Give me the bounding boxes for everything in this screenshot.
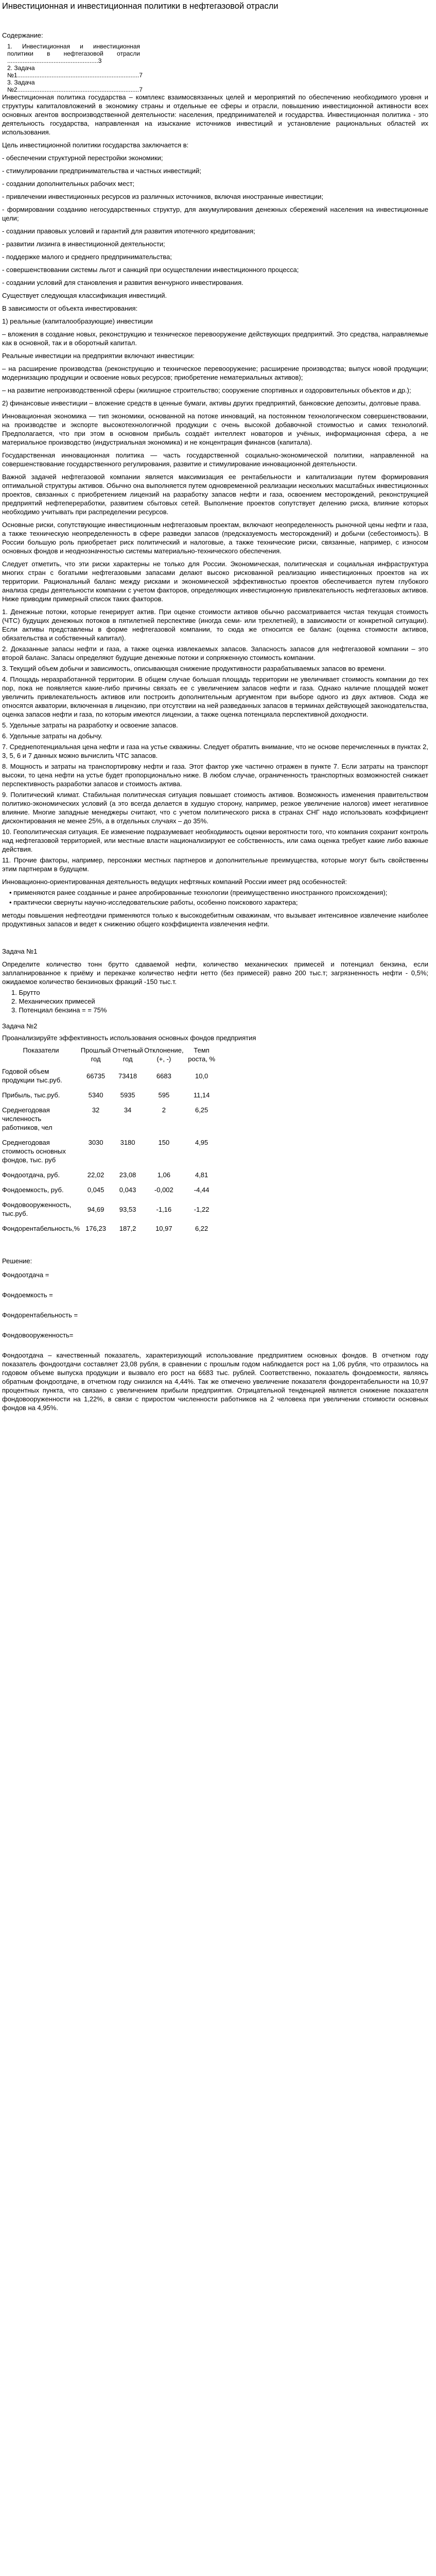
- list-item: - совершенствовании системы льгот и санкций при осуществлении инвестиционного процесса;: [2, 266, 299, 274]
- list-item: - развитии лизинга в инвестиционной деятельности;: [2, 240, 165, 248]
- table-cell: 0,043: [119, 1186, 136, 1194]
- list-item: – на расширение производства (реконструкцию и техническое перевооружение; расширение производства; выпуск новой продукции; модернизацию продукции и освоение новых ресурсов; приобретение нематериальных активов);: [2, 365, 428, 381]
- list-item: 1. Брутто: [11, 989, 40, 996]
- toc-item[interactable]: 3. Задача №2.......................................................................7: [7, 79, 143, 93]
- list-item: 6. Удельные затраты на добычу.: [2, 732, 102, 740]
- table-cell: -1,22: [194, 1205, 210, 1213]
- paragraph: методы повышения нефтеотдачи применяются только к высокодебитным скважинам, что вызывает интенсивное извлечение наиболее продуктивных запасов и ведет к снижению общего коэффициента извлечения нефти.: [2, 911, 428, 928]
- list-item: - создании условий для становления и развития венчурного инвестирования.: [2, 279, 243, 286]
- task2-text: Проанализируйте эффективность использования основных фондов предприятия: [2, 1034, 256, 1042]
- list-item: 2. Механических примесей: [11, 997, 95, 1005]
- list-item: - формировании созданию негосударственных структур, для аккумулирования денежных сбережений населения на инвестиционные цели;: [2, 206, 428, 222]
- table-of-contents: [2, 31, 143, 93]
- toc-item[interactable]: 1. Инвестиционная и инвестиционная политики в нефтегазовой отрасли .....................................................3: [7, 43, 140, 64]
- list-item: • практически свернуты научно-исследовательские работы, особенно поискового характера;: [9, 899, 298, 906]
- table-cell: Фондорентабельность,%: [2, 1225, 80, 1232]
- paragraph: Реальные инвестиции на предприятии включают инвестиции:: [2, 352, 195, 360]
- table-row: [2, 1064, 236, 1088]
- table-cell: [219, 1088, 236, 1103]
- table-cell: Фондовооруженность, тыс.руб.: [2, 1201, 72, 1217]
- list-item: - создании правовых условий и гарантий для развития ипотечного кредитования;: [2, 227, 255, 235]
- table-cell: 4,95: [195, 1139, 208, 1146]
- document-title: Инвестиционная и инвестиционная политики в нефтегазовой отрасли: [2, 2, 278, 11]
- toc-item[interactable]: 2. Задача №1.......................................................................7: [7, 64, 143, 79]
- table-cell: 5340: [88, 1091, 103, 1099]
- table-header-row: [2, 1045, 236, 1064]
- table-cell: Среднегодовая стоимость основных фондов, тыс. руб: [2, 1139, 66, 1164]
- paragraph: Инновационно-ориентированная деятельность ведущих нефтяных компаний России имеет ряд особенностей:: [2, 878, 347, 886]
- table-cell: 73418: [118, 1072, 137, 1080]
- list-item: 10. Геополитическая ситуация. Ее изменение подразумевает необходимость оценки вероятности того, что компания сохранит контроль над нефтегазовой территорией, или местные власти национализируют ее собственность, или сама оценка требует какие либо важные действия.: [2, 828, 428, 853]
- table-cell: 23,08: [119, 1171, 136, 1179]
- toc-label: Содержание:: [2, 31, 43, 39]
- formula-line: Фондоемкость =: [2, 1291, 53, 1299]
- paragraph: 2) финансовые инвестиции – вложение средств в ценные бумаги, активы других предприятий, банковские депозиты, долговые права.: [2, 399, 421, 407]
- list-item: - создании дополнительных рабочих мест;: [2, 180, 135, 188]
- table-cell: [219, 1103, 236, 1135]
- table-cell: 6,25: [195, 1106, 208, 1114]
- table-cell: Годовой объем продукции тыс.руб.: [2, 1067, 62, 1084]
- list-item: 4. Площадь неразработанной территории. В общем случае большая площадь территории не увеличивает стоимость компании до тех пор, пока не появляется какие-либо причины связать ее с увеличением запасов нефти и газа. Однако наличие площадей может увеличить привлекательность активов или построить дополнительным аргументом при выборе одного из двух активов. Сюда же относятся акватории, включенная в лицензию, при отсутствии на ней разведанных запасов в терминах действующей законодательства, оценка запасов нефти и газа, по которым имеются лицензии, а также оценка потенциала перспективной доходности.: [2, 675, 428, 718]
- task2-heading: Задача №2: [2, 1022, 38, 1030]
- table-header-cell: Отклонение, (+, -): [144, 1046, 184, 1063]
- paragraph: Цель инвестиционной политики государства заключается в:: [2, 141, 189, 149]
- table-cell: 11,14: [193, 1091, 210, 1099]
- table-row: [2, 1197, 236, 1221]
- formula-line: Фондорентабельность =: [2, 1311, 78, 1319]
- paragraph: Существует следующая классификация инвестиций.: [2, 292, 167, 299]
- table-cell: 1,06: [157, 1171, 170, 1179]
- table-cell: 3030: [88, 1139, 103, 1146]
- table-row: [2, 1135, 236, 1167]
- table-cell: 66735: [86, 1072, 106, 1080]
- table-row: [2, 1103, 236, 1135]
- solution-heading: Решение:: [2, 1257, 32, 1265]
- task1-list: [11, 988, 428, 1014]
- table-cell: 6683: [156, 1072, 171, 1080]
- table-cell: 94,69: [87, 1205, 104, 1213]
- paragraph: Важной задачей нефтегазовой компании является максимизация ее рентабельности и капитализации путем формирования оптимальной структуры активов. Обычно она выполняется путем одновременной реализации нескольких масштабных инвестиционных проектов, связанных с приобретением лицензий на разработку запасов нефти и газа, освоением месторождений, реконструкцией предприятий нефтепереработки, развитием сбытовых сетей. Выполнение проектов сопутствует делению риска, влияние которых необходимо учитывать при распределении ресурсов.: [2, 473, 428, 516]
- table-cell: -1,16: [156, 1205, 172, 1213]
- table-cell: [219, 1135, 236, 1167]
- conclusion-paragraph: Фондоотдача – качественный показатель, характеризующий использование предприятием основных фондов. В отчетном году показатель фондоотдачи составляет 23,08 рубля, в сравнении с прошлым годом наблюдается рост на 1,06 рубля, что отразилось на годовом объеме выпуска продукции и вызвало его рост на 6683 тыс. рублей. Соответственно, показатель фондоемкости, являясь обратным фондоотдаче, в отчетном году снизился на 4,44%. Так же отмечено увеличение показателя фондорентабельности на 10,97 процентных пункта, что связано с увеличением прибыли предприятия. Отрицательной тенденцией является снижение показателя фондовооруженности на 1,22%, в связи с приростом численности работников на 2 человека при увеличении стоимости основных фондов на 4,95%.: [2, 1351, 428, 1412]
- table-header-cell: Отчетный год: [112, 1046, 143, 1063]
- table-cell: Фондоемкость, руб.: [2, 1186, 64, 1194]
- table-cell: 10,97: [155, 1225, 172, 1232]
- table-cell: Фондоотдача, руб.: [2, 1171, 60, 1179]
- list-item: 1. Денежные потоки, которые генерирует актив. При оценке стоимости активов обычно рассматривается чистая текущая стоимость (ЧТС) будущих денежных потоков в пятилетней перспективе (иногда семи- или трехлетней), в зависимости от конкретной ситуации). Если активы представлены в форме нефтегазовой компании, то сюда же относится ее баланс (оценка стоимости активов, обязательства и собственный капитал).: [2, 608, 428, 642]
- paragraph: Государственная инновационная политика — часть государственной социально-экономической политики, направленной на совершенствование государственного регулирования, развитие и стимулирование инновационной деятельности.: [2, 451, 428, 468]
- list-item: 8. Мощность и затраты на транспортировку нефти и газа. Этот фактор уже частично отражен в пункте 7. Если затраты на транспорт высоки, то цена нефти на устье будет пропорционально ниже. В любом случае, ограниченность транспортных возможностей снижает перспективность разработки запасов и стоимость актива.: [2, 762, 428, 788]
- paragraph: Инновационная экономика — тип экономики, основанной на потоке инноваций, на постоянном технологическом совершенствовании, на производстве и экспорте высокотехнологичной продукции с очень высокой добавочной стоимостью и самих технологий. Предполагается, что при этом в основном прибыль создаёт интеллект новаторов и учёных, информационная сфера, а не материальное производство (индустриальная экономика) и не концентрация финансов (капитала).: [2, 412, 428, 446]
- list-item: 9. Политический климат. Стабильная политическая ситуация повышает стоимость активов. Возможность изменения правительством политико-экономических условий (а это всегда делается в худшую сторону, например, резкое увеличение налогов) имеет негативное влияние. Многие западные менеджеры считают, что с учетом политического риска в странах СНГ надо использовать коэффициент дисконтирования не менее 25%, а в отдельных случаях – до 35%.: [2, 791, 428, 825]
- list-item: 3. Потенциал бензина = = 75%: [11, 1006, 107, 1014]
- table-cell: 176,23: [85, 1225, 106, 1232]
- table-cell: -0,002: [154, 1186, 173, 1194]
- list-item: – на развитие непроизводственной сферы (жилищное строительство; сооружение спортивных и оздоровительных объектов и др.);: [2, 386, 411, 394]
- table-cell: 22,02: [87, 1171, 104, 1179]
- list-item: 7. Среднепотенциальная цена нефти и газа на устье скважины. Следует обратить внимание, что не основе перечисленных в пунктах 2, 3, 5, 6 и 7 данных можно вычислить ЧТС запасов.: [2, 743, 428, 759]
- table-row: [2, 1088, 236, 1103]
- table-cell: 4,81: [195, 1171, 208, 1179]
- table-cell: 32: [92, 1106, 100, 1114]
- table-cell: [219, 1197, 236, 1221]
- table-cell: 93,53: [119, 1205, 136, 1213]
- paragraph: – вложения в создание новых, реконструкцию и техническое перевооружение действующих предприятий. Это средства, направляемые как в основной, так и в оборотный капитал.: [2, 330, 428, 347]
- table-header-cell: [219, 1045, 236, 1064]
- list-item: - привлечении инвестиционных ресурсов из различных источников, включая иностранные инвестиции;: [2, 193, 324, 200]
- table-row: [2, 1221, 236, 1236]
- paragraph: Следует отметить, что эти риски характерны не только для России. Экономическая, политическая и социальная инфраструктура многих стран с богатыми нефтегазовыми запасами делают высоко рискованной реализацию инвестиционных проектов на их территории. Рациональный баланс между рисками и экономической эффективностью проектов обеспечивается путем глубокого анализа среды деятельности компании с учетом факторов, определяющих инвестиционную привлекательность нефтегазовых активов. Ниже приводим примерный список таких факторов.: [2, 560, 428, 603]
- list-item: 3. Текущий объем добычи и зависимость, описывающая снижение продуктивности разрабатываемых запасов во времени.: [2, 665, 386, 672]
- table-cell: 10,0: [195, 1072, 208, 1080]
- list-item: - обеспечении структурной перестройки экономики;: [2, 154, 163, 162]
- table-cell: 34: [124, 1106, 132, 1114]
- table-cell: [219, 1064, 236, 1088]
- list-item: - поддержке малого и среднего предпринимательства;: [2, 253, 172, 261]
- table-row: [2, 1182, 236, 1197]
- paragraph: В зависимости от объекта инвестирования:: [2, 304, 138, 312]
- table-cell: -4,44: [194, 1186, 210, 1194]
- table-header-cell: Показатели: [23, 1046, 59, 1054]
- paragraph: 1) реальные (капиталообразующие) инвестиции: [2, 317, 153, 325]
- table-cell: 187,2: [119, 1225, 136, 1232]
- table-row: [2, 1167, 236, 1182]
- article-body: [2, 93, 428, 1412]
- table-cell: Среднегодовая численность работников, чел: [2, 1106, 53, 1131]
- table-header-cell: Темп роста, %: [188, 1046, 216, 1063]
- task1-text: Определите количество тонн брутто сдаваемой нефти, количество механических примесей и потенциал бензина, если заплапнированное к приёму и перекачке количество нефти нетто (без примесей) равно 200 тыс.т; загрязненность нефти - 0,5%; ожидаемое количество бензиновых фракций -150 тыс.т.: [2, 960, 428, 986]
- table-cell: 2: [162, 1106, 166, 1114]
- paragraph: Инвестиционная политика государства – комплекс взаимосвязанных целей и мероприятий по обеспечению необходимого уровня и структуры капиталовложений в экономику страны и отдельные ее сферы и отрасли, повышению инвестиционной активности всех основных агентов воспроизводственной деятельности: населения, предпринимателей и государства. Инвестиционная политика - это деятельность государства, направленная на изыскание источников инвестиций и установление рациональных областей их использования.: [2, 93, 428, 136]
- table-cell: 595: [158, 1091, 170, 1099]
- table-cell: 5935: [120, 1091, 135, 1099]
- list-item: - стимулировании предпринимательства и частных инвестиций;: [2, 167, 201, 175]
- formula-line: Фондоотдача =: [2, 1271, 49, 1279]
- table-cell: 6,22: [195, 1225, 208, 1232]
- table-header-cell: Прошлый год: [80, 1046, 111, 1063]
- list-item: 2. Доказанные запасы нефти и газа, а также оценка извлекаемых запасов. Запасность запасов для нефтегазовой компании – это второй баланс. Запасы определяют будущие денежные потоки и сопряженную стоимость компании.: [2, 645, 428, 662]
- task1-heading: Задача №1: [2, 947, 38, 955]
- table-cell: 0,045: [87, 1186, 104, 1194]
- table-cell: 150: [158, 1139, 170, 1146]
- table-cell: [219, 1182, 236, 1197]
- data-table: [2, 1045, 236, 1236]
- table-cell: [219, 1167, 236, 1182]
- formula-line: Фондовооруженность=: [2, 1331, 74, 1339]
- paragraph: Основные риски, сопутствующие инвестиционным нефтегазовым проектам, включают неопределенность рыночной цены нефти и газа, а также техническую неопределенность в сфере разведки запасов (предсказуемость месторождений) и добычи (себестоимость). В России большую роль приобретает риск политический и налоговые, а также технические риски, связанные, например, с износом основных фондов и неоднозначностью системы материально-технического обеспечения.: [2, 521, 428, 555]
- list-item: • применяются ранее созданные и ранее апробированные технологии (преимущественно иностранного происхождения);: [9, 889, 388, 896]
- table-cell: 3180: [120, 1139, 135, 1146]
- table-cell: Прибыль, тыс.руб.: [2, 1091, 60, 1099]
- list-item: 5. Удельные затраты на разработку и освоение запасов.: [2, 721, 178, 729]
- table-cell: [219, 1221, 236, 1236]
- list-item: 11. Прочие факторы, например, персонажи местных партнеров и дополнительные преимущества, которые могут быть свойственны этим партнерам в будущем.: [2, 856, 428, 873]
